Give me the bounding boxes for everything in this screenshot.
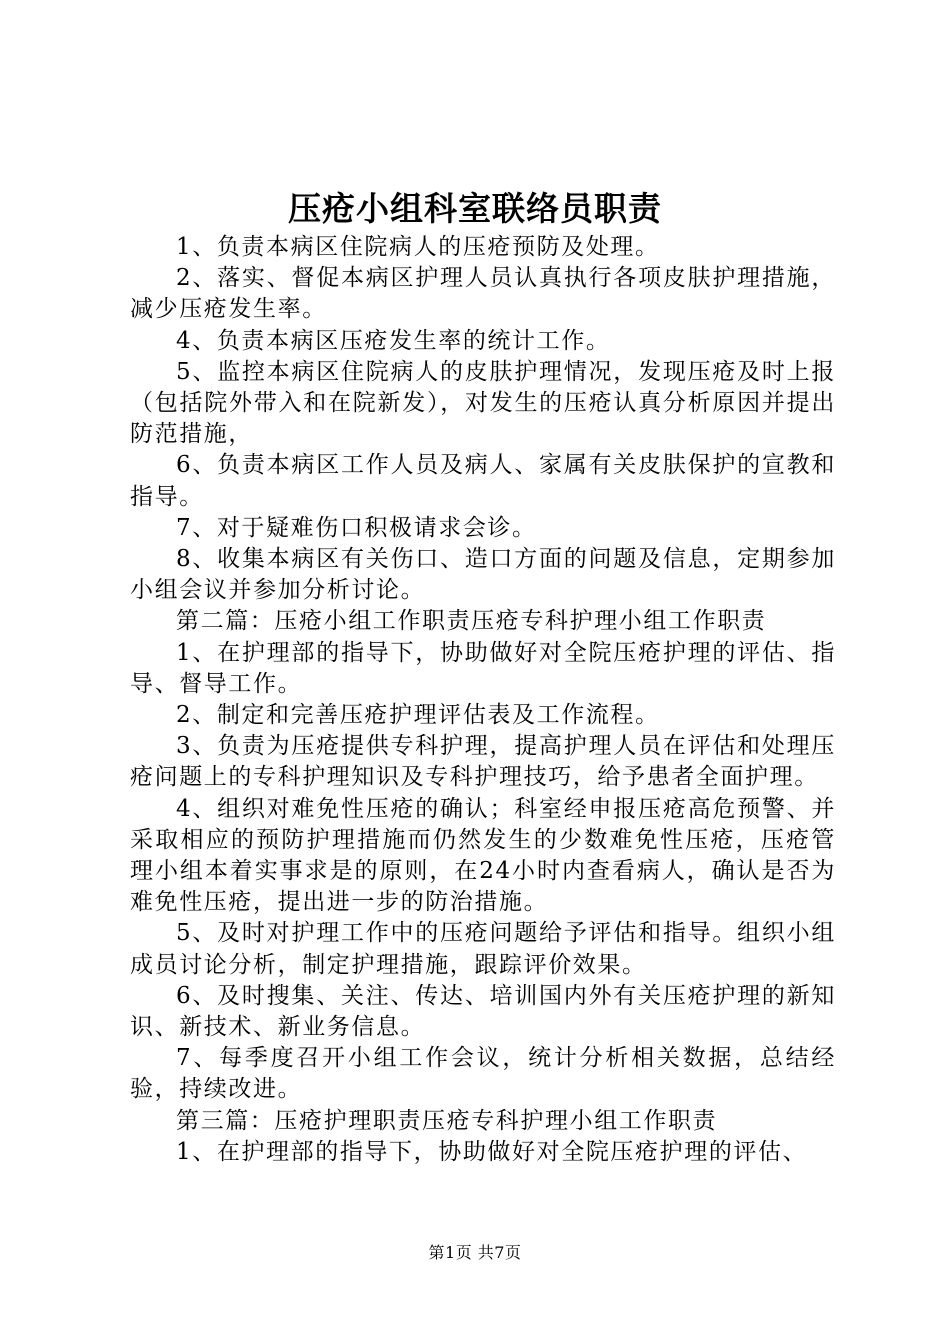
document-body xyxy=(130,232,836,1168)
document-title: 压疮小组科室联络员职责 xyxy=(288,189,662,228)
paragraph: 4、组织对难免性压疮的确认；科室经申报压疮高危预警、并采取相应的预防护理措施而仍然发生的少数难免性压疮，压疮管理小组本着实事求是的原则，在24小时内查看病人，确认是否为难免性压疮，提出进一步的防治措施。 xyxy=(130,795,836,916)
paragraph: 6、及时搜集、关注、传达、培训国内外有关压疮护理的新知识、新技术、新业务信息。 xyxy=(130,982,836,1041)
paragraph: 3、负责为压疮提供专科护理，提高护理人员在评估和处理压疮问题上的专科护理知识及专科护理技巧，给予患者全面护理。 xyxy=(130,733,836,791)
paragraph: 5、监控本病区住院病人的皮肤护理情况，发现压疮及时上报（包括院外带入和在院新发），对发生的压疮认真分析原因并提出防范措施， xyxy=(130,358,836,448)
paragraph: 5、及时对护理工作中的压疮问题给予评估和指导。组织小组成员讨论分析，制定护理措施，跟踪评价效果。 xyxy=(130,920,836,978)
paragraph: 8、收集本病区有关伤口、造口方面的问题及信息，定期参加小组会议并参加分析讨论。 xyxy=(130,546,836,604)
page-footer: 第1页 共7页 xyxy=(428,1243,522,1262)
paragraph: 4、负责本病区压疮发生率的统计工作。 xyxy=(176,327,611,354)
section-heading: 第二篇：压疮小组工作职责压疮专科护理小组工作职责 xyxy=(176,608,767,635)
paragraph: 1、负责本病区住院病人的压疮预防及处理。 xyxy=(176,234,660,260)
paragraph: 1、在护理部的指导下，协助做好对全院压疮护理的评估、指导、督导工作。 xyxy=(130,639,836,697)
paragraph: 2、制定和完善压疮护理评估表及工作流程。 xyxy=(176,702,660,729)
paragraph: 7、对于疑难伤口积极请求会诊。 xyxy=(176,514,537,541)
paragraph: 7、每季度召开小组工作会议，统计分析相关数据，总结经验，持续改进。 xyxy=(130,1045,836,1103)
paragraph: 6、负责本病区工作人员及病人、家属有关皮肤保护的宣教和指导。 xyxy=(130,452,836,510)
paragraph: 2、落实、督促本病区护理人员认真执行各项皮肤护理措施，减少压疮发生率。 xyxy=(130,265,836,323)
section-heading: 第三篇：压疮护理职责压疮专科护理小组工作职责 xyxy=(176,1107,718,1134)
paragraph: 1、在护理部的指导下，协助做好对全院压疮护理的评估、 xyxy=(176,1138,808,1165)
